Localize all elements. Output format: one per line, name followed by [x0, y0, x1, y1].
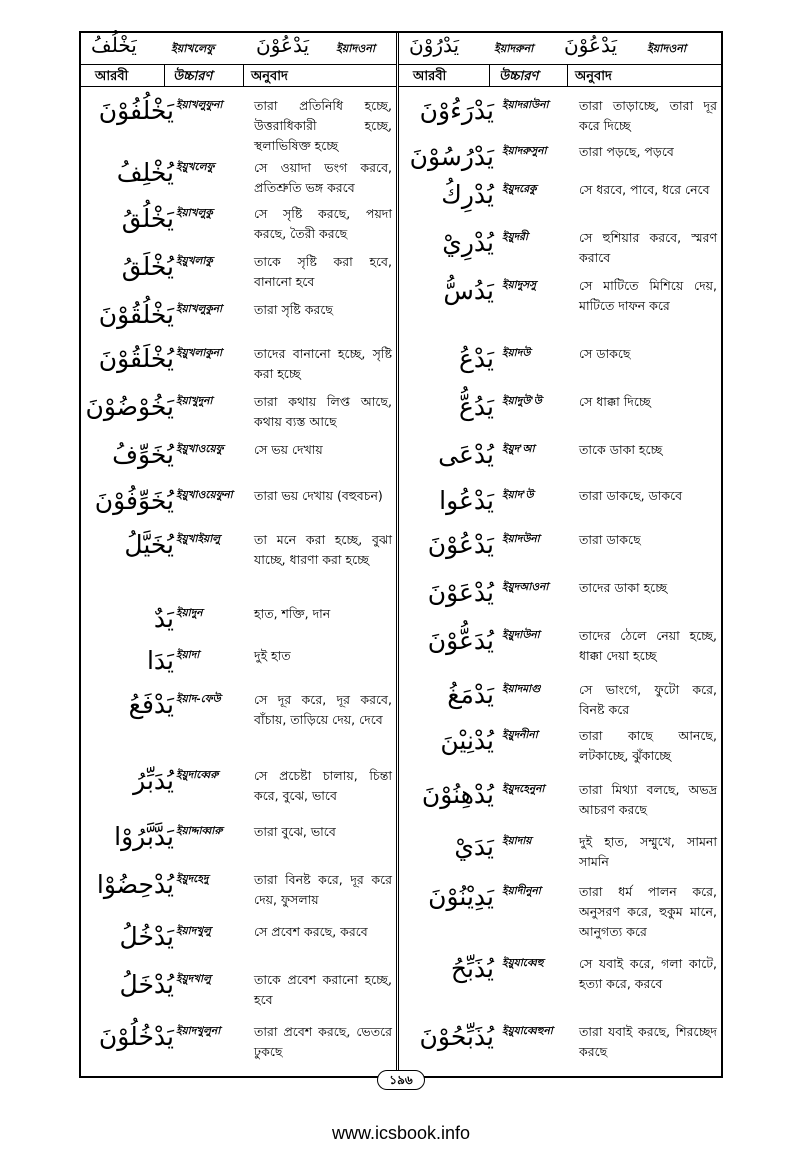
pronunciation: ইয়ুখাওয়েফু: [176, 443, 224, 455]
right-entry: [402, 954, 720, 1002]
left-entry: [84, 158, 394, 206]
pronunciation: ইয়াদুন: [176, 607, 203, 619]
header-left-arabic-2: يَدْعُوْنَ: [256, 33, 310, 57]
left-entry: [84, 440, 394, 488]
col-pronunciation-left: উচ্চারণ: [173, 69, 213, 84]
pronunciation: ইয়ুখাইয়ালু: [176, 533, 221, 545]
header-left: [81, 31, 396, 65]
left-entry: [84, 970, 394, 1018]
translation: তারা তাড়াচ্ছে, তারা দূর করে দিচ্ছে: [579, 98, 717, 133]
arabic-word: يُخْلِفُ: [116, 158, 174, 187]
left-entry: [84, 530, 394, 578]
translation: তারা বুঝে, ভাবে: [254, 824, 336, 839]
pronunciation: ইয়ুদনীনা: [502, 729, 538, 741]
arabic-word: يَدْخُلُ: [119, 922, 174, 951]
translation: তাদের ঠেলে নেয়া হচ্ছে, ধাক্কা দেয়া হচ্ছে: [579, 628, 717, 663]
header-right-arabic-1: يَدْرُوْنَ: [409, 33, 460, 57]
translation: সে ভাংগে, ফুটো করে, বিনষ্ট করে: [579, 682, 717, 717]
translation: তারা কথায় লিপ্ত আছে, কথায় ব্যস্ত আছে: [254, 394, 392, 429]
right-entry: [402, 626, 720, 674]
translation: তারা ধর্ম পালন করে, অনুসরণ করে, হুকুম মানে, আনুগত্য করে: [579, 884, 717, 939]
arabic-word: يَخْلُقُوْنَ: [98, 300, 174, 329]
arabic-word: يَدْعُوا: [439, 486, 494, 515]
left-entry: [84, 822, 394, 870]
arabic-word: يُدْرِيْ: [442, 228, 494, 257]
translation: তারা ভয় দেখায় (বহুবচন): [254, 488, 383, 503]
translation: সে প্রবেশ করছে, করবে: [254, 924, 368, 939]
arabic-word: يَدُعُّ: [459, 392, 494, 421]
footer-url[interactable]: www.icsbook.info: [331, 1123, 471, 1143]
arabic-word: يُخْلَقُ: [121, 252, 174, 281]
arabic-word: يَدَا: [146, 646, 174, 675]
pronunciation: ইয়ুখলেফু: [176, 161, 215, 173]
arabic-word: يُذَبِّحُوْنَ: [419, 1022, 494, 1051]
right-entry: [402, 832, 720, 880]
translation: তারা সৃষ্টি করছে: [254, 302, 333, 317]
left-entry: [84, 392, 394, 440]
arabic-word: يَدْعُوْنَ: [427, 530, 494, 559]
col-arabic-left: আরবী: [95, 69, 129, 84]
right-entry: [402, 530, 720, 578]
arabic-word: يَدِيْنُوْنَ: [428, 882, 494, 911]
translation: সে সৃষ্টি করছে, পয়দা করছে, তৈরী করছে: [254, 206, 392, 241]
translation: তারা প্রতিনিধি হচ্ছে, উত্তরাধিকারী হচ্ছে, স্থলাভিষিক্ত হচ্ছে: [254, 98, 392, 153]
arabic-word: يُذَبِّحُ: [450, 954, 494, 983]
arabic-word: يَدَّبَّرُوْا: [114, 822, 174, 851]
pronunciation: ইয়ুখলাকুনা: [176, 347, 223, 359]
right-entry: [402, 344, 720, 392]
left-entry: [84, 646, 394, 694]
right-entry: [402, 726, 720, 774]
translation: তারা মিথ্যা বলছে, অভদ্র আচরণ করছে: [579, 782, 717, 817]
arabic-word: يَدْعُ: [459, 344, 494, 373]
translation: তারা যবাই করছে, শিরচ্ছেদ করছে: [579, 1024, 717, 1059]
left-entry: [84, 604, 394, 652]
left-entry: [84, 486, 394, 534]
header-left-translit-2: ইয়াদওনা: [336, 42, 376, 55]
column-divider: [396, 31, 399, 1078]
col-arabic-right: আরবী: [413, 69, 447, 84]
pronunciation: ইয়াদা: [176, 649, 200, 661]
arabic-word: يَدُسُّ: [443, 276, 494, 305]
right-entry: [402, 180, 720, 228]
right-entry: [402, 1022, 720, 1070]
right-entry: [402, 392, 720, 440]
pronunciation: ইয়ুদাউনা: [502, 629, 540, 641]
right-entry: [402, 228, 720, 276]
pronunciation: ইয়াদখুলুনা: [176, 1025, 221, 1037]
arabic-word: يُخْلَقُوْنَ: [98, 344, 174, 373]
arabic-word: يُدَعُّوْنَ: [427, 626, 494, 655]
header-right-translit-2: ইয়াদওনা: [647, 42, 687, 55]
left-entry: [84, 1022, 394, 1070]
translation: সে ধরবে, পাবে, ধরে নেবে: [579, 182, 710, 197]
pronunciation: ইয়াদ-ফেউ: [176, 693, 221, 705]
left-entry: [84, 344, 394, 392]
left-entry: [84, 766, 394, 814]
pronunciation: ইয়ুখাওয়েফুনা: [176, 489, 233, 501]
arabic-word: يَخْلُقُ: [121, 204, 174, 233]
arabic-word: يُخَوِّفُوْنَ: [94, 486, 174, 515]
column-headers-left: [81, 65, 396, 87]
pronunciation: ইয়ুদ'আ: [502, 443, 535, 455]
arabic-word: يُدْحِضُوْا: [96, 870, 174, 899]
translation: তাকে সৃষ্টি করা হবে, বানানো হবে: [254, 254, 392, 289]
translation: তারা ডাকছে, ডাকবে: [579, 488, 683, 503]
arabic-word: يَدٌ: [153, 604, 174, 633]
translation: সে ভয় দেখায়: [254, 442, 323, 457]
pronunciation: ইয়াদুসসু: [502, 279, 537, 291]
arabic-word: يَخُوْضُوْنَ: [85, 392, 174, 421]
pronunciation: ইয়ুযাব্বেহুনা: [502, 1025, 553, 1037]
translation: তাকে ডাকা হচ্ছে: [579, 442, 663, 457]
header-left-translit-1: ইয়াখলেফু: [171, 42, 215, 55]
pronunciation: ইয়ুদাব্বেরু: [176, 769, 219, 781]
translation: তাদের ডাকা হচ্ছে: [579, 580, 668, 595]
translation: তাকে প্রবেশ করানো হচ্ছে, হবে: [254, 972, 392, 1007]
arabic-word: يَخْلُفُوْنَ: [98, 96, 174, 125]
translation: তারা বিনষ্ট করে, দূর করে দেয়, ফুসলায়: [254, 872, 392, 907]
translation: তারা পড়ছে, পড়বে: [579, 144, 674, 159]
arabic-word: يُدْهِنُوْنَ: [421, 780, 494, 809]
arabic-word: يَدْمَغُ: [447, 680, 494, 709]
pronunciation: ইয়াদউ: [502, 347, 531, 359]
column-headers-right: [399, 65, 721, 87]
pronunciation: ইয়ুদরেকু: [502, 183, 537, 195]
header-left-arabic-1: يَخْلُفُ: [91, 33, 137, 57]
arabic-word: يَدْرُسُوْنَ: [409, 142, 494, 171]
translation: হাত, শক্তি, দান: [254, 606, 331, 621]
pronunciation: ইয়ুদখালু: [176, 973, 211, 985]
translation: তা মনে করা হচ্ছে, বুঝা যাচ্ছে, ধারণা করা হচ্ছে: [254, 532, 392, 567]
left-entry: [84, 922, 394, 970]
pronunciation: ইয়াদউনা: [502, 533, 540, 545]
arabic-word: يَدْخُلُوْنَ: [98, 1022, 174, 1051]
translation: সে ওয়াদা ভংগ করবে, প্রতিশ্রুতি ভঙ্গ করবে: [254, 160, 392, 195]
pronunciation: ইয়ুদহেদু: [176, 873, 209, 885]
arabic-word: يُدْنِيْنَ: [440, 726, 494, 755]
translation: তারা ডাকছে: [579, 532, 641, 547]
col-pronunciation-right: উচ্চারণ: [499, 69, 539, 84]
pronunciation: ইয়াদ'উ: [502, 489, 534, 501]
translation: সে দূর করে, দূর করবে, বাঁচায়, তাড়িয়ে দেয়, দেবে: [254, 692, 392, 727]
left-entry: [84, 204, 394, 252]
translation: সে ডাকছে: [579, 346, 631, 361]
translation: তাদের বানানো হচ্ছে, সৃষ্টি করা হচ্ছে: [254, 346, 392, 381]
translation: সে যবাই করে, গলা কাটে, হত্যা করে, করবে: [579, 956, 717, 991]
header-right-translit-1: ইয়াদরুনা: [494, 42, 534, 55]
right-entry: [402, 680, 720, 728]
right-entry: [402, 440, 720, 488]
arabic-word: يُدْرِكُ: [441, 180, 494, 209]
translation: সে মাটিতে মিশিয়ে দেয়, মাটিতে দাফন করে: [579, 278, 717, 313]
left-entry: [84, 300, 394, 348]
arabic-word: يُدْخَلُ: [119, 970, 174, 999]
right-entry: [402, 578, 720, 626]
pronunciation: ইয়াদীনুনা: [502, 885, 541, 897]
left-entry: [84, 690, 394, 738]
arabic-word: يَدْرَءُوْنَ: [419, 96, 494, 125]
arabic-word: يُخَيَّلُ: [124, 530, 174, 559]
header-right: [399, 31, 721, 65]
pronunciation: ইয়াখলুকুনা: [176, 303, 223, 315]
arabic-word: يُدْعَى: [438, 440, 494, 469]
pronunciation: ইয়ুদহেনুনা: [502, 783, 545, 795]
arabic-word: يَدَيْ: [454, 832, 494, 861]
right-entry: [402, 780, 720, 828]
pronunciation: ইয়ুদআওনা: [502, 581, 549, 593]
pronunciation: ইয়াদমাগু: [502, 683, 541, 695]
translation: সে হুশিয়ার করবে, স্মরণ করাবে: [579, 230, 717, 265]
page-number: ১৯৬: [377, 1070, 425, 1090]
translation: দুই হাত, সম্মুখে, সামনা সামনি: [579, 834, 717, 869]
left-entry: [84, 96, 394, 153]
translation: সে ধাক্কা দিচ্ছে: [579, 394, 651, 409]
col-translation-right: অনুবাদ: [575, 69, 612, 84]
arabic-word: يَدْفَعُ: [128, 690, 174, 719]
translation: সে প্রচেষ্টা চালায়, চিন্তা করে, বুঝে, ভাবে: [254, 768, 392, 803]
pronunciation: ইয়াখলুফুনা: [176, 99, 223, 111]
header-right-arabic-2: يَدْعُوْنَ: [564, 33, 618, 57]
right-entry: [402, 882, 720, 939]
arabic-word: يُخَوِّفُ: [112, 440, 174, 469]
right-entry: [402, 96, 720, 144]
left-entry: [84, 870, 394, 918]
arabic-word: يُدْعَوْنَ: [427, 578, 494, 607]
pronunciation: ইয়াখুদুনা: [176, 395, 213, 407]
pronunciation: ইয়ুদরী: [502, 231, 528, 243]
pronunciation: ইয়াদুউ'উ: [502, 395, 542, 407]
pronunciation: ইয়াদরুসুনা: [502, 145, 547, 157]
pronunciation: ইয়াখলুকু: [176, 207, 213, 219]
col-translation-left: অনুবাদ: [251, 69, 288, 84]
pronunciation: ইয়ুখলাকু: [176, 255, 213, 267]
arabic-word: يُدَبِّرُ: [133, 766, 174, 795]
pronunciation: ইয়াদরাউনা: [502, 99, 549, 111]
translation: তারা কাছে আনছে, লটকাচ্ছে, ঝুঁকাচ্ছে: [579, 728, 717, 763]
left-entry: [84, 252, 394, 300]
pronunciation: ইয়াদখুলু: [176, 925, 211, 937]
right-entry: [402, 276, 720, 324]
pronunciation: ইয়াদায়: [502, 835, 532, 847]
translation: দুই হাত: [254, 648, 291, 663]
translation: তারা প্রবেশ করছে, ভেতরে ঢুকছে: [254, 1024, 392, 1059]
right-entry: [402, 486, 720, 534]
pronunciation: ইয়াদ্দাব্বারু: [176, 825, 223, 837]
pronunciation: ইয়ুযাব্বেহু: [502, 957, 544, 969]
